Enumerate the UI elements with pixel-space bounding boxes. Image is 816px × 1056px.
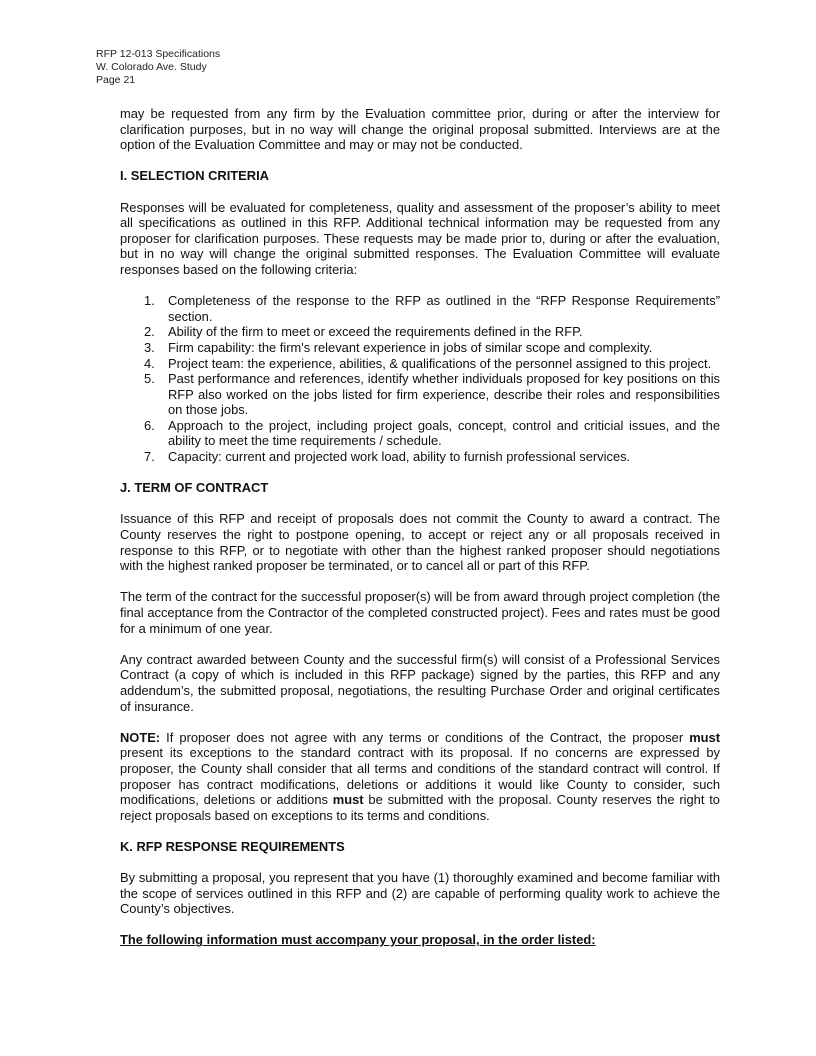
criteria-number: 3. (144, 339, 155, 355)
criteria-number: 6. (144, 417, 155, 433)
criteria-number: 4. (144, 355, 155, 371)
note-text-1: If proposer does not agree with any terms or conditions of the Contract, the proposer (160, 729, 690, 745)
criteria-list (120, 293, 720, 465)
note-emphasis-2: must (332, 792, 364, 808)
document-body (120, 106, 720, 948)
criteria-text: Project team: the experience, abilities, & qualifications of the personnel assigned to this project. (168, 355, 712, 371)
criteria-number: 7. (144, 449, 155, 465)
criteria-text: Approach to the project, including project goals, concept, control and criticial issues, and the ability to meet the time requirements / schedule. (168, 417, 720, 449)
criteria-number: 1. (144, 293, 155, 309)
note-text-2: present its exceptions to the standard contract with its proposal. If no concerns are expressed by proposer, the County shall consider that all terms and conditions of the standard contract will control. If proposer has contract modifications, deletions or additions it would like County to consider, such modifications, deletions or additions (120, 745, 720, 808)
criteria-text: Completeness of the response to the RFP as outlined in the “RFP Response Requirements” section. (168, 293, 720, 324)
header-page-number: Page 21 (96, 74, 136, 86)
criteria-number: 5. (144, 371, 155, 387)
section-i-heading: I. SELECTION CRITERIA (120, 168, 269, 184)
criteria-item (144, 417, 720, 449)
criteria-text: Firm capability: the firm's relevant experience in jobs of similar scope and complexity. (168, 339, 653, 355)
section-j-paragraph-1: Issuance of this RFP and receipt of proposals does not commit the County to award a contract. The County reserves the right to postpone opening, to accept or reject any or all proposals received in response to this RFP, or to negotiate with other than the highest ranked proposer should negotiations with the highest ranked proposer be terminated, or to cancel all or part of this RFP. (120, 511, 720, 574)
criteria-text: Past performance and references, identify whether individuals proposed for key positions on this RFP also worked on the jobs listed for firm experience, describe their roles and responsibilities on those jobs. (168, 371, 720, 418)
section-j-heading: J. TERM OF CONTRACT (120, 480, 269, 496)
section-j-paragraph-3: Any contract awarded between County and the successful firm(s) will consist of a Professional Services Contract (a copy of which is included in this RFP package) signed by the parties, this RFP and any addendum’s, the submitted proposal, negotiations, the resulting Purchase Order and original certificates of insurance. (120, 651, 720, 714)
criteria-text: Capacity: current and projected work load, ability to furnish professional services. (168, 449, 631, 465)
note-label: NOTE: (120, 729, 161, 745)
criteria-text: Ability of the firm to meet or exceed the requirements defined in the RFP. (168, 324, 583, 340)
section-k-paragraph: By submitting a proposal, you represent that you have (1) thoroughly examined and become familiar with the scope of services outlined in this RFP and (2) are capable of performing quality work to achieve the County’s objectives. (120, 870, 720, 917)
section-i-paragraph: Responses will be evaluated for completeness, quality and assessment of the proposer’s ability to meet all specifications as outlined in this RFP. Additional technical information may be requested from any proposer for clarification purposes. These requests may be made prior to, during or after the evaluation, but in no way will change the original submitted responses. The Evaluation Committee will evaluate responses based on the following criteria: (120, 199, 720, 277)
criteria-item (144, 355, 720, 372)
intro-paragraph: may be requested from any firm by the Evaluation committee prior, during or after the interview for clarification purposes, but in no way will change the original proposal submitted. Interviews are at the option of the Evaluation Committee and may or may not be conducted. (120, 106, 720, 153)
criteria-item (144, 371, 720, 418)
note-paragraph (120, 730, 720, 824)
criteria-item (144, 324, 720, 340)
page-header (96, 48, 220, 87)
section-k-instruction: The following information must accompany your proposal, in the order listed: (120, 932, 596, 948)
section-j-paragraph-2: The term of the contract for the successful proposer(s) will be from award through project completion (the final acceptance from the Contractor of the completed constructed project). Fees and rates must be good for a minimum of one year. (120, 589, 720, 636)
header-rfp-number: RFP 12-013 Specifications (96, 48, 221, 60)
header-study-name: W. Colorado Ave. Study (96, 61, 207, 73)
section-k-heading: K. RFP RESPONSE REQUIREMENTS (120, 838, 345, 854)
criteria-item (144, 293, 720, 324)
note-emphasis-1: must (689, 729, 720, 745)
criteria-item (144, 449, 720, 465)
criteria-item (144, 339, 720, 356)
criteria-number: 2. (144, 324, 155, 340)
note-text-3: be submitted with the proposal. County reserves the right to reject proposals based on exceptions to its terms and conditions. (120, 792, 720, 823)
